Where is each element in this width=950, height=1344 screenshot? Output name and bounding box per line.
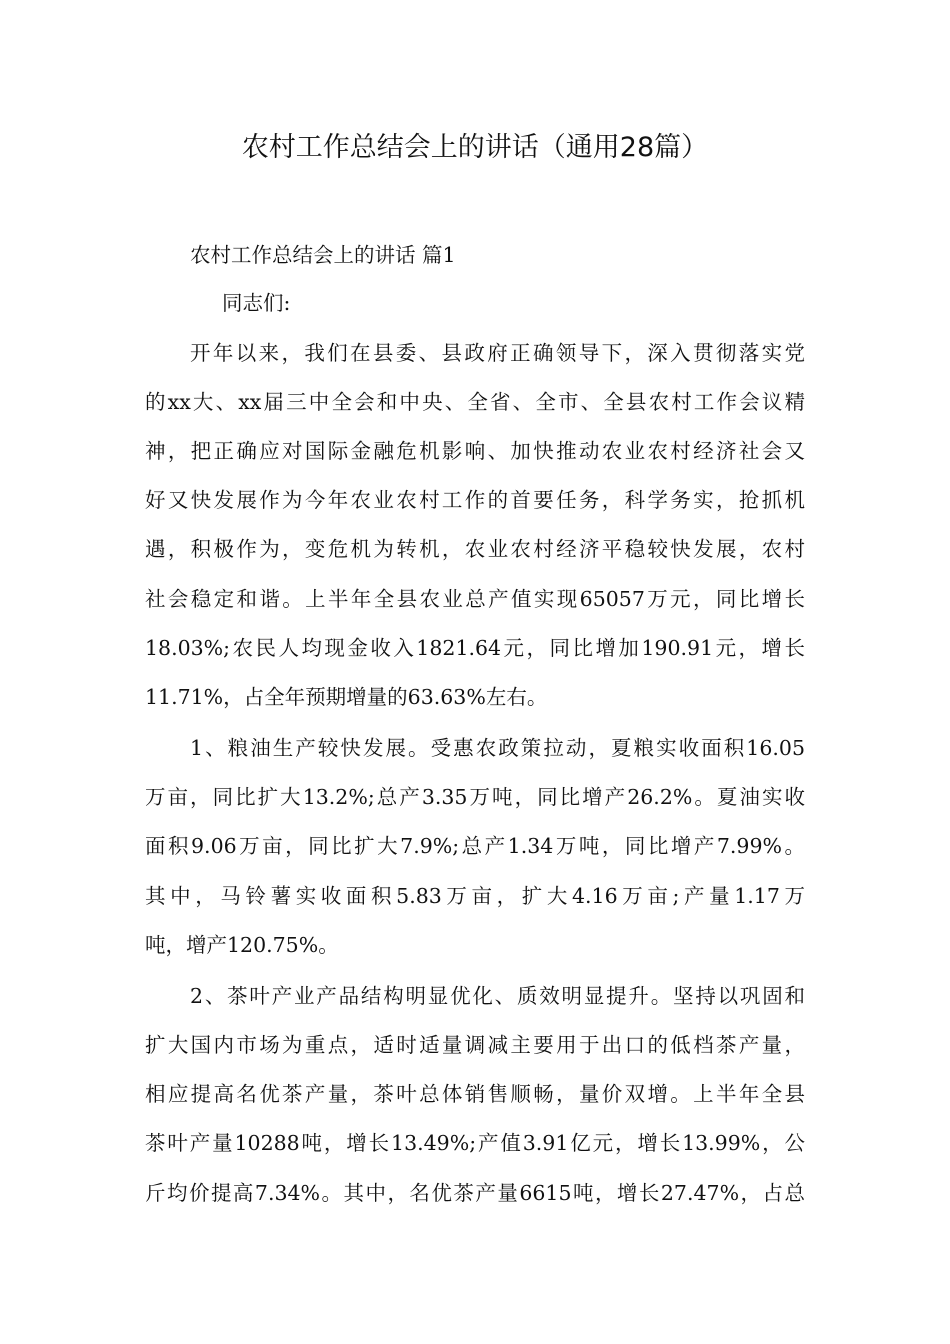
paragraph-line: 万亩，同比扩大13.2%;总产3.35万吨，同比增产26.2%。夏油实收 (145, 785, 805, 809)
document-title: 农村工作总结会上的讲话（通用28篇） (241, 132, 709, 163)
paragraph-line: 1、粮油生产较快发展。受惠农政策拉动，夏粮实收面积16.05 (190, 736, 805, 760)
paragraph-line: 开年以来，我们在县委、县政府正确领导下，深入贯彻落实党 (190, 341, 805, 365)
paragraph-line: 18.03%;农民人均现金收入1821.64元，同比增加190.91元，增长 (145, 636, 805, 660)
paragraph-line: 面积9.06万亩，同比扩大7.9%;总产1.34万吨，同比增产7.99%。 (145, 834, 805, 858)
paragraph-line: 社会稳定和谐。上半年全县农业总产值实现65057万元，同比增长 (145, 587, 805, 611)
paragraph-line: 遇，积极作为，变危机为转机，农业农村经济平稳较快发展，农村 (145, 537, 805, 561)
paragraph-line: 相应提高名优茶产量，茶叶总体销售顺畅，量价双增。上半年全县 (145, 1082, 805, 1106)
paragraph-line: 的xx大、xx届三中全会和中央、全省、全市、全县农村工作会议精 (145, 390, 805, 414)
salutation: 同志们: (222, 291, 291, 315)
paragraph-line: 斤均价提高7.34%。其中，名优茶产量6615吨，增长27.47%，占总 (145, 1181, 805, 1205)
section-heading: 农村工作总结会上的讲话 篇1 (190, 243, 456, 267)
paragraph-line: 吨，增产120.75%。 (145, 933, 339, 957)
paragraph-line: 其中，马铃薯实收面积5.83万亩，扩大4.16万亩;产量1.17万 (145, 884, 805, 908)
paragraph-line: 2、茶叶产业产品结构明显优化、质效明显提升。坚持以巩固和 (190, 984, 805, 1008)
paragraph-line: 好又快发展作为今年农业农村工作的首要任务，科学务实，抢抓机 (145, 488, 805, 512)
paragraph-line: 11.71%，占全年预期增量的63.63%左右。 (145, 685, 548, 709)
paragraph-line: 神，把正确应对国际金融危机影响、加快推动农业农村经济社会又 (145, 439, 805, 463)
paragraph-line: 茶叶产量10288吨，增长13.49%;产值3.91亿元，增长13.99%，公 (145, 1131, 805, 1155)
paragraph-line: 扩大国内市场为重点，适时适量调减主要用于出口的低档茶产量， (145, 1033, 805, 1057)
